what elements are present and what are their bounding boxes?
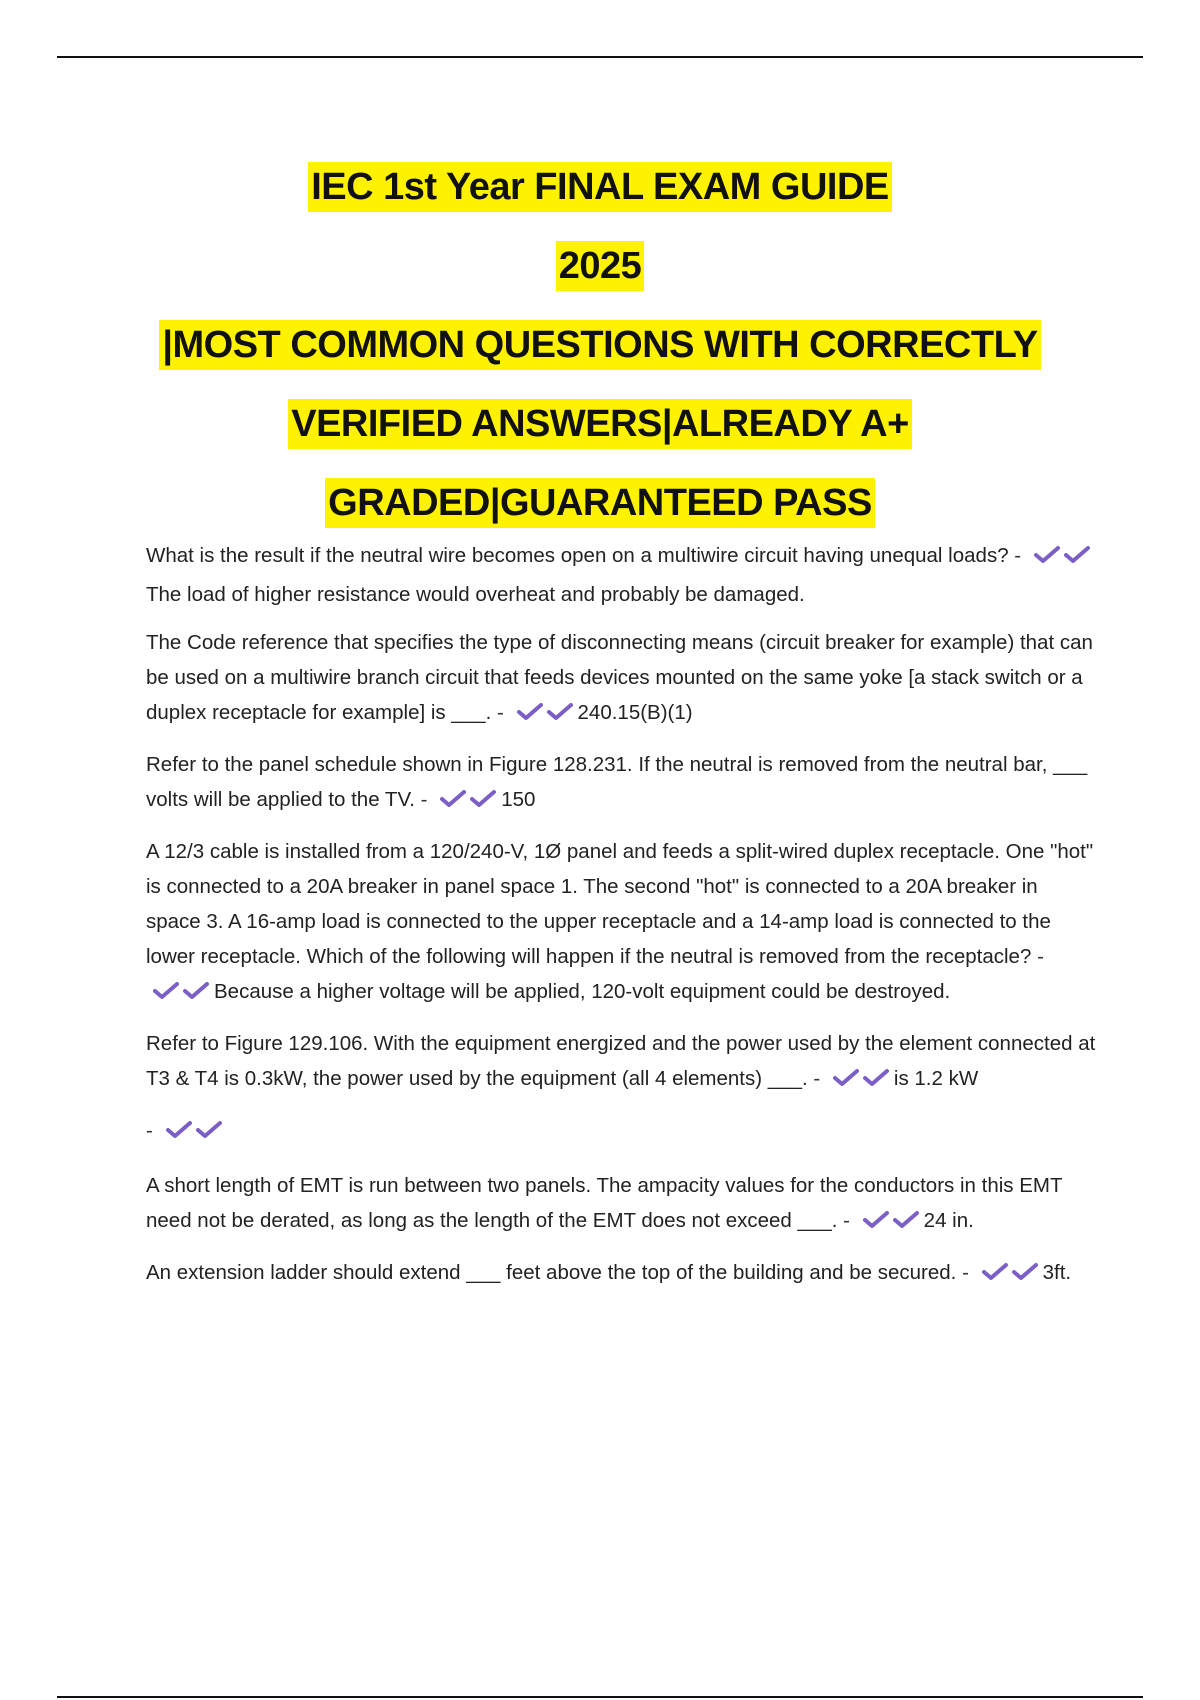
- answer-text: The load of higher resistance would overheat and probably be damaged.: [146, 583, 805, 606]
- separator: -: [962, 1261, 969, 1284]
- separator: -: [420, 788, 428, 811]
- bottom-rule: [57, 1696, 1143, 1698]
- checkmark-icon: [546, 701, 574, 723]
- double-check: [152, 978, 212, 1013]
- checkmark-icon: [832, 1067, 860, 1089]
- double-check: [832, 1065, 892, 1100]
- qa-item: [146, 1168, 1096, 1242]
- title-line-text: |MOST COMMON QUESTIONS WITH CORRECTLY: [159, 320, 1040, 370]
- checkmark-icon: [469, 788, 497, 810]
- checkmark-icon: [516, 701, 544, 723]
- question-text: Refer to Figure 129.106. With the equipment energized and the power used by the element connected at T3 & T4 is 0.3kW, the power used by the equipment (all 4 elements) ___.: [146, 1032, 1096, 1090]
- qa-item-empty: [146, 1113, 1096, 1152]
- answer-text: 3ft.: [1042, 1261, 1072, 1284]
- separator: -: [1014, 544, 1022, 567]
- double-check: [981, 1259, 1041, 1294]
- separator: -: [1037, 945, 1044, 968]
- title-line: [0, 227, 1200, 306]
- answer-text: 24 in.: [923, 1209, 974, 1232]
- qa-item: [146, 1255, 1096, 1294]
- separator: -: [146, 1119, 153, 1142]
- qa-item: [146, 834, 1096, 1013]
- checkmark-icon: [981, 1261, 1009, 1283]
- qa-item: [146, 538, 1096, 612]
- title-line-text: VERIFIED ANSWERS|ALREADY A+: [288, 399, 912, 449]
- separator: -: [813, 1067, 821, 1090]
- separator: -: [496, 701, 504, 724]
- answer-text: is 1.2 kW: [893, 1067, 979, 1090]
- checkmark-icon: [862, 1209, 890, 1231]
- double-check: [862, 1207, 922, 1242]
- double-check: [1033, 542, 1093, 577]
- checkmark-icon: [892, 1209, 920, 1231]
- title-line-text: IEC 1st Year FINAL EXAM GUIDE: [308, 162, 892, 212]
- answer-text: 240.15(B)(1): [577, 701, 693, 724]
- title-line-text: GRADED|GUARANTEED PASS: [325, 478, 875, 528]
- question-text: A 12/3 cable is installed from a 120/240-V, 1Ø panel and feeds a split-wired duplex receptacle. One "hot" is connected to a 20A breaker in panel space 1. The second "hot" is connected to a 20A breaker in space 3. A 16-amp load is connected to the upper receptacle and a 14-amp load is connected to the lower receptacle. Which of the following will happen if the neutral is removed from the receptacle?: [146, 840, 1094, 968]
- checkmark-icon: [1033, 544, 1061, 566]
- document-title: [0, 148, 1200, 543]
- checkmark-icon: [862, 1067, 890, 1089]
- checkmark-icon: [1063, 544, 1091, 566]
- question-text: Refer to the panel schedule shown in Figure 128.231. If the neutral is removed from the neutral bar, ___ volts will be applied to the TV.: [146, 753, 1088, 811]
- checkmark-icon: [152, 980, 180, 1002]
- checkmark-icon: [195, 1119, 223, 1141]
- separator: -: [843, 1209, 850, 1232]
- qa-item: [146, 625, 1096, 734]
- title-line: [0, 148, 1200, 227]
- qa-item: [146, 1026, 1096, 1100]
- title-line-text: 2025: [556, 241, 645, 291]
- title-line: [0, 385, 1200, 464]
- checkmark-icon: [182, 980, 210, 1002]
- qa-list: [146, 538, 1096, 1307]
- answer-text: Because a higher voltage will be applied, 120-volt equipment could be destroyed.: [214, 980, 951, 1003]
- checkmark-icon: [165, 1119, 193, 1141]
- question-text: An extension ladder should extend ___ feet above the top of the building and be secured.: [146, 1261, 957, 1284]
- qa-item: [146, 747, 1096, 821]
- question-text: What is the result if the neutral wire becomes open on a multiwire circuit having unequal loads?: [146, 544, 1009, 567]
- title-line: [0, 306, 1200, 385]
- title-line: [0, 464, 1200, 543]
- checkmark-icon: [1011, 1261, 1039, 1283]
- double-check: [165, 1117, 225, 1152]
- question-text: The Code reference that specifies the type of disconnecting means (circuit breaker for example) that can be used on a multiwire branch circuit that feeds devices mounted on the same yoke [a stack switch or a duplex receptacle for example] is ___.: [146, 631, 1093, 724]
- checkmark-icon: [439, 788, 467, 810]
- double-check: [439, 786, 499, 821]
- answer-text: 150: [501, 788, 536, 811]
- question-text: A short length of EMT is run between two panels. The ampacity values for the conductors in this EMT need not be derated, as long as the length of the EMT does not exceed ___.: [146, 1174, 1063, 1232]
- double-check: [516, 699, 576, 734]
- top-rule: [57, 56, 1143, 58]
